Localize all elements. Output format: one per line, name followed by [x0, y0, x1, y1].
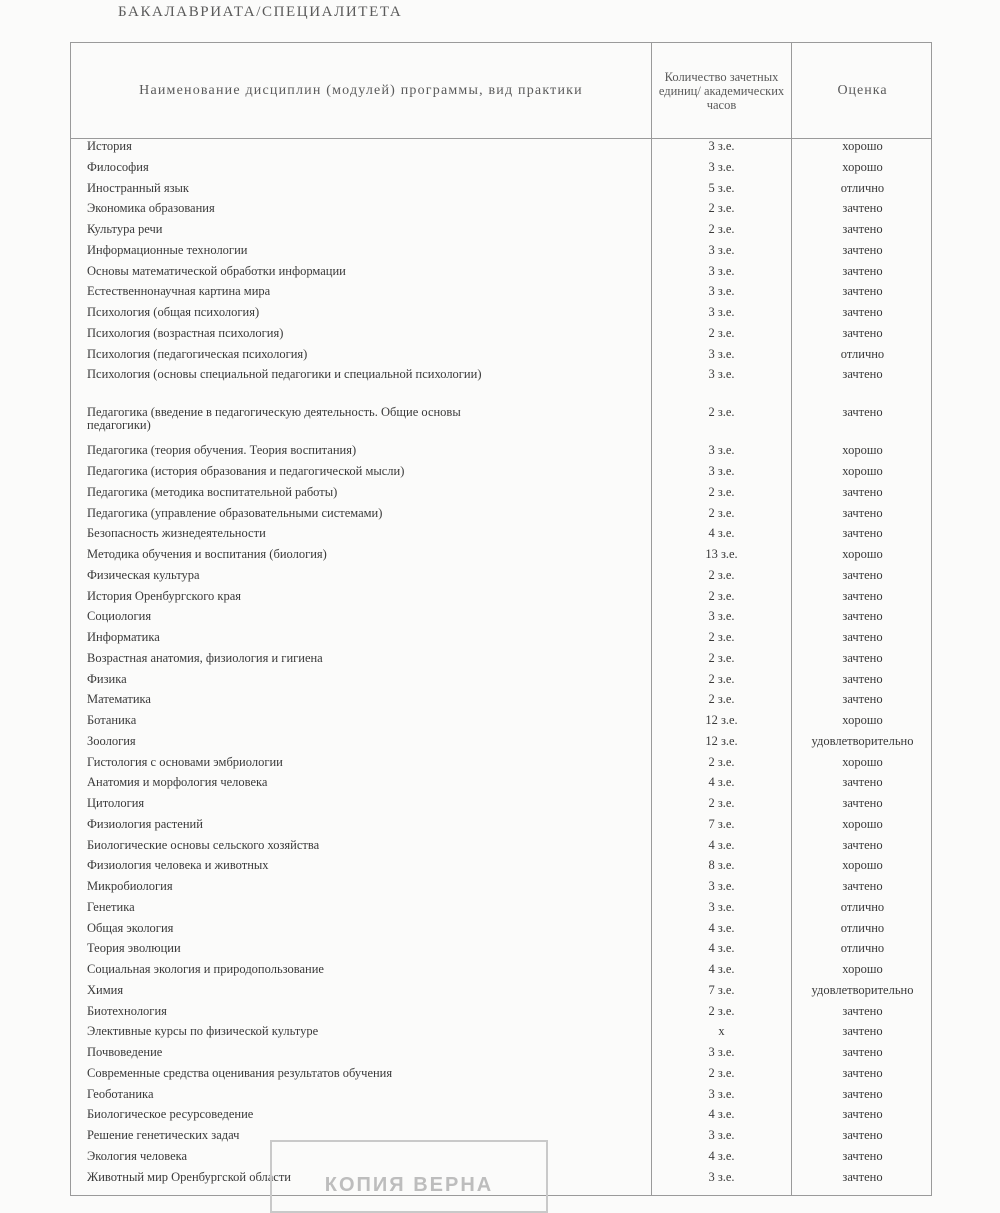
credits-value: 7 з.е.: [708, 816, 735, 831]
credits-value: 4 з.е.: [708, 775, 735, 790]
discipline-name: Безопасность жизнедеятельности: [87, 526, 266, 541]
table-row: [71, 1067, 933, 1088]
credits-value: 4 з.е.: [708, 962, 735, 976]
discipline-name: Математика: [87, 692, 151, 707]
grade-value: хорошо: [842, 464, 883, 478]
credits-value: 3 з.е.: [708, 464, 735, 478]
grade-value: зачтено: [842, 1128, 883, 1142]
grade-value: отлично: [840, 941, 885, 956]
table-row: [71, 140, 933, 161]
grade-value: отлично: [840, 346, 885, 361]
credits-value: 13 з.е.: [705, 547, 738, 561]
header-divider: [71, 138, 931, 139]
credits-value: 2 з.е.: [708, 325, 735, 340]
discipline-name: История Оренбургского края: [87, 588, 242, 603]
credits-value: 2 з.е.: [708, 1003, 735, 1018]
grade-value: зачтено: [842, 1169, 883, 1184]
discipline-name: Педагогика (методика воспитательной работы): [87, 484, 338, 499]
table-row: [71, 444, 933, 465]
grade-value: зачтено: [842, 325, 883, 340]
grade-value: хорошо: [842, 139, 883, 153]
certification-stamp: КОПИЯ ВЕРНА: [270, 1140, 548, 1213]
discipline-name: Общая экология: [87, 920, 174, 935]
table-row: [71, 1046, 933, 1067]
table-row: [71, 569, 933, 590]
credits-value: 4 з.е.: [708, 920, 735, 935]
credits-value: 2 з.е.: [708, 1065, 735, 1080]
credits-value: х: [718, 1024, 725, 1039]
grade-value: удовлетворительно: [811, 733, 914, 748]
credits-value: 2 з.е.: [708, 505, 735, 520]
credits-value: 3 з.е.: [708, 609, 735, 624]
table-row: [71, 818, 933, 839]
table-row: [71, 161, 933, 182]
credits-value: 3 з.е.: [708, 1086, 735, 1101]
discipline-name: Социология: [87, 609, 152, 624]
grade-value: зачтено: [842, 1024, 883, 1039]
grade-value: зачтено: [842, 630, 883, 644]
discipline-name: Возрастная анатомия, физиология и гигиена: [87, 650, 323, 665]
table-row: [71, 693, 933, 714]
credits-value: 2 з.е.: [708, 692, 735, 707]
credits-value: 3 з.е.: [708, 263, 735, 278]
table-row: [71, 797, 933, 818]
credits-value: 2 з.е.: [708, 201, 735, 216]
table-body: [71, 140, 933, 1191]
table-row: [71, 507, 933, 528]
grade-value: зачтено: [842, 526, 883, 541]
discipline-name: Геоботаника: [87, 1086, 154, 1101]
table-row: [71, 223, 933, 244]
table-row: [71, 348, 933, 369]
table-row: [71, 984, 933, 1005]
table-row: [71, 486, 933, 507]
table-row: [71, 265, 933, 286]
discipline-name: Биологические основы сельского хозяйства: [87, 837, 320, 852]
grade-value: зачтено: [842, 484, 883, 499]
discipline-name: Почвоведение: [87, 1045, 163, 1059]
discipline-name: Цитология: [87, 796, 145, 810]
grade-value: зачтено: [842, 242, 883, 257]
credits-value: 4 з.е.: [708, 837, 735, 852]
table-row: [71, 548, 933, 569]
discipline-name: Физическая культура: [87, 567, 200, 582]
grade-value: зачтено: [842, 1107, 883, 1122]
discipline-name: Информационные технологии: [87, 242, 248, 257]
discipline-name: Методика обучения и воспитания (биология): [87, 547, 327, 561]
grade-value: зачтено: [842, 1086, 883, 1101]
table-row: [71, 673, 933, 694]
discipline-name: Биологическое ресурсоведение: [87, 1107, 254, 1122]
table-row: [71, 406, 933, 444]
discipline-name: Биотехнология: [87, 1003, 167, 1018]
discipline-name: Физиология растений: [87, 816, 203, 831]
table-row: [71, 327, 933, 348]
grade-value: хорошо: [842, 754, 883, 769]
discipline-name: Психология (основы специальной педагогики и специальной психологии): [87, 367, 482, 382]
credits-value: 3 з.е.: [708, 242, 735, 257]
table-row: [71, 756, 933, 777]
grade-value: зачтено: [842, 671, 883, 686]
discipline-name: Психология (педагогическая психология): [87, 346, 308, 361]
table-row: [71, 631, 933, 652]
discipline-name: Философия: [87, 159, 149, 174]
grade-value: зачтено: [842, 305, 883, 319]
grade-value: зачтено: [842, 367, 883, 382]
grade-value: зачтено: [842, 879, 883, 893]
credits-value: 5 з.е.: [708, 180, 735, 195]
discipline-name: Решение генетических задач: [87, 1128, 240, 1142]
credits-value: 3 з.е.: [708, 284, 735, 299]
table-row: [71, 244, 933, 265]
grade-value: зачтено: [842, 405, 883, 420]
credits-value: 2 з.е.: [708, 754, 735, 769]
table-row: [71, 182, 933, 203]
discipline-name: Ботаника: [87, 713, 137, 727]
table-row: [71, 285, 933, 306]
table-row: [71, 963, 933, 984]
grade-value: зачтено: [842, 1065, 883, 1080]
discipline-name: Социальная экология и природопользование: [87, 962, 324, 976]
credits-value: 2 з.е.: [708, 796, 735, 810]
discipline-name: Химия: [87, 982, 124, 997]
grade-value: зачтено: [842, 222, 883, 236]
grade-value: хорошо: [842, 858, 883, 873]
credits-value: 3 з.е.: [708, 1045, 735, 1059]
table-row: [71, 859, 933, 880]
column-header-grade: Оценка: [837, 82, 888, 98]
credits-value: 3 з.е.: [708, 159, 735, 174]
grade-value: хорошо: [842, 159, 883, 174]
discipline-name: Психология (возрастная психология): [87, 325, 284, 340]
table-row: [71, 610, 933, 631]
grade-value: хорошо: [842, 713, 883, 727]
table-row: [71, 1088, 933, 1109]
credits-value: 4 з.е.: [708, 941, 735, 956]
credits-value: 3 з.е.: [708, 346, 735, 361]
discipline-name: Физика: [87, 671, 127, 686]
credits-value: 3 з.е.: [708, 443, 735, 458]
table-row: [71, 735, 933, 756]
grade-value: зачтено: [842, 775, 883, 790]
discipline-name: Физиология человека и животных: [87, 858, 269, 873]
discipline-name: Теория эволюции: [87, 941, 181, 956]
grade-value: зачтено: [842, 650, 883, 665]
discipline-name: Элективные курсы по физической культуре: [87, 1024, 319, 1039]
grade-value: зачтено: [842, 1003, 883, 1018]
credits-value: 3 з.е.: [708, 1128, 735, 1142]
credits-value: 2 з.е.: [708, 671, 735, 686]
credits-value: 3 з.е.: [708, 367, 735, 382]
credits-value: 4 з.е.: [708, 526, 735, 541]
credits-value: 3 з.е.: [708, 899, 735, 914]
table-row: [71, 652, 933, 673]
discipline-name: Микробиология: [87, 879, 173, 893]
table-row: [71, 839, 933, 860]
discipline-name: Экономика образования: [87, 201, 215, 216]
discipline-name: Педагогика (управление образовательными системами): [87, 505, 383, 520]
table-row: [71, 922, 933, 943]
grade-value: хорошо: [842, 443, 883, 458]
credits-value: 2 з.е.: [708, 222, 735, 236]
table-row: [71, 368, 933, 406]
grade-value: отлично: [840, 180, 885, 195]
grade-value: зачтено: [842, 796, 883, 810]
grade-value: хорошо: [842, 547, 883, 561]
discipline-name: Животный мир Оренбургской области: [87, 1169, 291, 1184]
table-row: [71, 901, 933, 922]
discipline-name: Современные средства оценивания результатов обучения: [87, 1065, 393, 1080]
grade-value: зачтено: [842, 692, 883, 707]
credits-value: 8 з.е.: [708, 858, 735, 873]
discipline-name: История: [87, 139, 132, 153]
table-row: [71, 880, 933, 901]
credits-value: 7 з.е.: [708, 982, 735, 997]
credits-value: 12 з.е.: [705, 733, 738, 748]
discipline-name: Естественнонаучная картина мира: [87, 284, 271, 299]
discipline-name: Основы математической обработки информации: [87, 263, 346, 278]
grade-value: зачтено: [842, 201, 883, 216]
grade-value: хорошо: [842, 962, 883, 976]
credits-value: 2 з.е.: [708, 588, 735, 603]
table-row: [71, 1108, 933, 1129]
table-row: [71, 1025, 933, 1046]
table-row: [71, 590, 933, 611]
credits-value: 2 з.е.: [708, 650, 735, 665]
grade-value: зачтено: [842, 1045, 883, 1059]
credits-value: 3 з.е.: [708, 139, 735, 153]
discipline-name: Генетика: [87, 899, 135, 914]
table-row: [71, 1005, 933, 1026]
discipline-name: Психология (общая психология): [87, 305, 260, 319]
discipline-name: Педагогика (теория обучения. Теория воспитания): [87, 443, 357, 458]
credits-value: 3 з.е.: [708, 879, 735, 893]
grade-value: зачтено: [842, 284, 883, 299]
column-header-name: Наименование дисциплин (модулей) программы, вид практики: [139, 82, 583, 98]
grade-value: отлично: [840, 920, 885, 935]
table-row: [71, 465, 933, 486]
credits-value: 12 з.е.: [705, 713, 738, 727]
grade-value: отлично: [840, 899, 885, 914]
page-header: БАКАЛАВРИАТА/СПЕЦИАЛИТЕТА: [118, 4, 403, 20]
table-row: [71, 714, 933, 735]
table-row: [71, 776, 933, 797]
table-row: [71, 527, 933, 548]
grade-value: удовлетворительно: [811, 982, 914, 997]
discipline-name: Культура речи: [87, 222, 163, 236]
credits-value: 3 з.е.: [708, 1169, 735, 1184]
credits-value: 2 з.е.: [708, 405, 735, 420]
discipline-name: Анатомия и морфология человека: [87, 775, 268, 790]
grade-value: хорошо: [842, 816, 883, 831]
credits-value: 4 з.е.: [708, 1148, 735, 1163]
grade-value: зачтено: [842, 609, 883, 624]
table-row: [71, 202, 933, 223]
discipline-name: Гистология с основами эмбриологии: [87, 754, 283, 769]
table-row: [71, 942, 933, 963]
grade-value: зачтено: [842, 567, 883, 582]
table-row: [71, 306, 933, 327]
credits-value: 4 з.е.: [708, 1107, 735, 1122]
discipline-name: Информатика: [87, 630, 160, 644]
discipline-name: Иностранный язык: [87, 180, 189, 195]
grade-value: зачтено: [842, 263, 883, 278]
grades-table: [70, 42, 932, 1196]
grade-value: зачтено: [842, 588, 883, 603]
grade-value: зачтено: [842, 505, 883, 520]
credits-value: 2 з.е.: [708, 630, 735, 644]
grade-value: зачтено: [842, 837, 883, 852]
discipline-name: Экология человека: [87, 1148, 188, 1163]
credits-value: 2 з.е.: [708, 567, 735, 582]
credits-value: 2 з.е.: [708, 484, 735, 499]
discipline-name: Педагогика (введение в педагогическую деятельность. Общие основы педагогики): [87, 405, 461, 432]
grade-value: зачтено: [842, 1148, 883, 1163]
credits-value: 3 з.е.: [708, 305, 735, 319]
column-header-credits: Количество зачетных единиц/ академических часов: [658, 69, 785, 112]
discipline-name: Педагогика (история образования и педагогической мысли): [87, 464, 405, 478]
discipline-name: Зоология: [87, 733, 136, 748]
